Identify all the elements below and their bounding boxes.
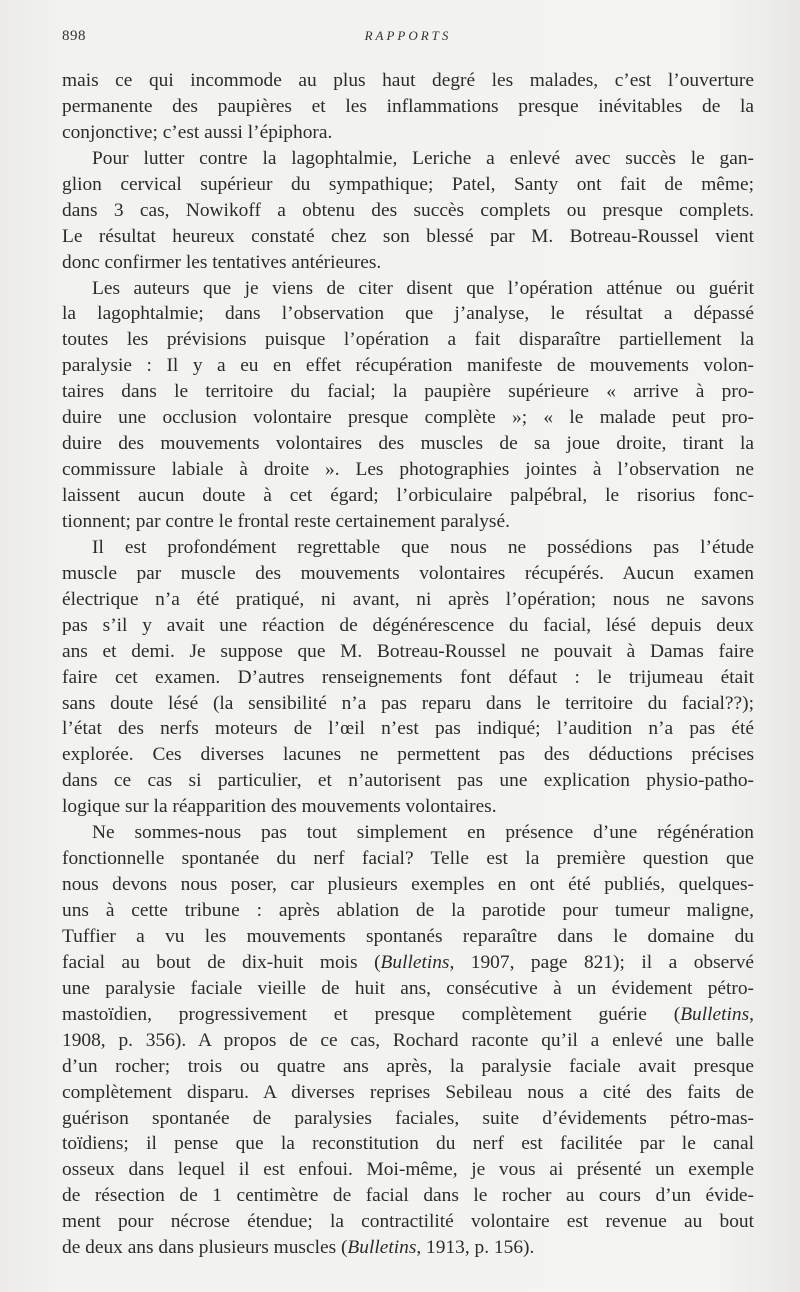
text-line: complètement disparu. A diverses reprises Sebileau nous a cité des faits de — [62, 1081, 754, 1103]
text-line: ans et demi. Je suppose que M. Botreau-Roussel ne pouvait à Damas faire — [62, 640, 754, 662]
text-line: uns à cette tribune : après ablation de la parotide pour tumeur maligne, — [62, 900, 754, 921]
text-line: Les auteurs que je viens de citer disent que l’opération atténue ou guérit — [92, 277, 754, 299]
text-line: explorée. Ces diverses lacunes ne permettent pas des déductions précises — [62, 744, 754, 766]
text-line: d’un rocher; trois ou quatre ans après, la paralysie faciale avait presque — [62, 1055, 754, 1077]
paragraph — [62, 535, 754, 820]
text-line: ment pour nécrose étendue; la contractilité volontaire est revenue au bout — [62, 1211, 754, 1233]
text-line: Il est profondément regrettable que nous ne possédions pas l’étude — [92, 536, 754, 558]
text-line: glion cervical supérieur du sympathique; Patel, Santy ont fait de même; — [62, 173, 754, 195]
text-line: taires dans le territoire du facial; la paupière supérieure « arrive à pro- — [62, 381, 754, 403]
text-line: de deux ans dans plusieurs muscles (Bulletins, 1913, p. 156). — [62, 1237, 535, 1259]
text-line: duire une occlusion volontaire presque complète »; « le malade peut pro- — [62, 407, 754, 429]
running-title: RAPPORTS — [364, 28, 452, 43]
text-line: toïdiens; il pense que la reconstitution du nerf est facilitée par le canal — [62, 1133, 754, 1155]
text-line: l’état des nerfs moteurs de l’œil n’est pas indiqué; l’audition n’a pas été — [62, 718, 754, 740]
page-header — [62, 28, 754, 50]
text-line: facial au bout de dix-huit mois (Bulletins, 1907, page 821); il a observé — [62, 951, 754, 973]
text-line: permanente des paupières et les inflammations presque inévitables de la — [62, 95, 754, 117]
paragraph — [62, 820, 754, 1261]
text-line: dans ce cas si particulier, et n’autorisent pas une explication physio-patho- — [62, 770, 754, 792]
text-line: laissent aucun doute à cet égard; l’orbiculaire palpébral, le risorius fonc- — [62, 485, 754, 506]
text-line: électrique n’a été pratiqué, ni avant, ni après l’opération; nous ne savons — [62, 588, 754, 610]
text-line: tionnent; par contre le frontal reste certainement paralysé. — [62, 510, 510, 532]
text-line: Le résultat heureux constaté chez son blessé par M. Botreau-Roussel vient — [62, 225, 754, 247]
text-line: mastoïdien, progressivement et presque complètement guérie (Bulletins, — [62, 1003, 754, 1025]
text-line: duire des mouvements volontaires des muscles de sa joue droite, tirant la — [62, 433, 754, 455]
text-line: Ne sommes-nous pas tout simplement en présence d’une régénération — [92, 822, 754, 844]
text-line: une paralysie faciale vieille de huit ans, consécutive à un évidement pétro- — [62, 977, 754, 999]
text-line: logique sur la réapparition des mouvements volontaires. — [62, 796, 497, 818]
page-number: 898 — [62, 28, 86, 44]
text-line: guérison spontanée de paralysies faciales, suite d’évidements pétro-mas- — [62, 1107, 754, 1129]
text-line: de résection de 1 centimètre de facial dans le rocher au cours d’un évide- — [62, 1185, 754, 1207]
text-line: sans doute lésé (la sensibilité n’a pas reparu dans le territoire du facial??); — [62, 692, 754, 714]
body-text — [62, 68, 754, 1261]
text-line: la lagophtalmie; dans l’observation que j’analyse, le résultat a dépassé — [62, 303, 754, 325]
text-line: paralysie : Il y a eu en effet récupération manifeste de mouvements volon- — [62, 355, 754, 377]
text-line: faire cet examen. D’autres renseignements font défaut : le trijumeau était — [62, 666, 754, 688]
paragraph — [62, 276, 754, 535]
text-line: pas s’il y avait une réaction de dégénérescence du facial, lésé depuis deux — [62, 614, 754, 636]
text-line: mais ce qui incommode au plus haut degré les malades, c’est l’ouverture — [62, 70, 754, 91]
text-line: donc confirmer les tentatives antérieures. — [62, 251, 382, 273]
text-line: muscle par muscle des mouvements volontaires récupérés. Aucun examen — [62, 562, 754, 584]
paragraph — [62, 68, 754, 146]
text-line: 1908, p. 356). A propos de ce cas, Rochard raconte qu’il a enlevé une balle — [62, 1029, 754, 1051]
text-line: toutes les prévisions puisque l’opération a fait disparaître partiellement la — [62, 329, 754, 351]
text-line: osseux dans lequel il est enfoui. Moi-même, je vous ai présenté un exemple — [62, 1159, 754, 1181]
text-line: Pour lutter contre la lagophtalmie, Leriche a enlevé avec succès le gan- — [92, 147, 754, 169]
text-line: commissure labiale à droite ». Les photographies jointes à l’observation ne — [62, 459, 754, 481]
text-line: fonctionnelle spontanée du nerf facial? Telle est la première question que — [62, 848, 754, 870]
paragraph — [62, 146, 754, 276]
text-line: conjonctive; c’est aussi l’épiphora. — [62, 121, 333, 143]
text-line: nous devons nous poser, car plusieurs exemples en ont été publiés, quelques- — [62, 874, 754, 896]
text-line: Tuffier a vu les mouvements spontanés reparaître dans le domaine du — [62, 925, 754, 947]
text-line: dans 3 cas, Nowikoff a obtenu des succès complets ou presque complets. — [62, 199, 754, 221]
